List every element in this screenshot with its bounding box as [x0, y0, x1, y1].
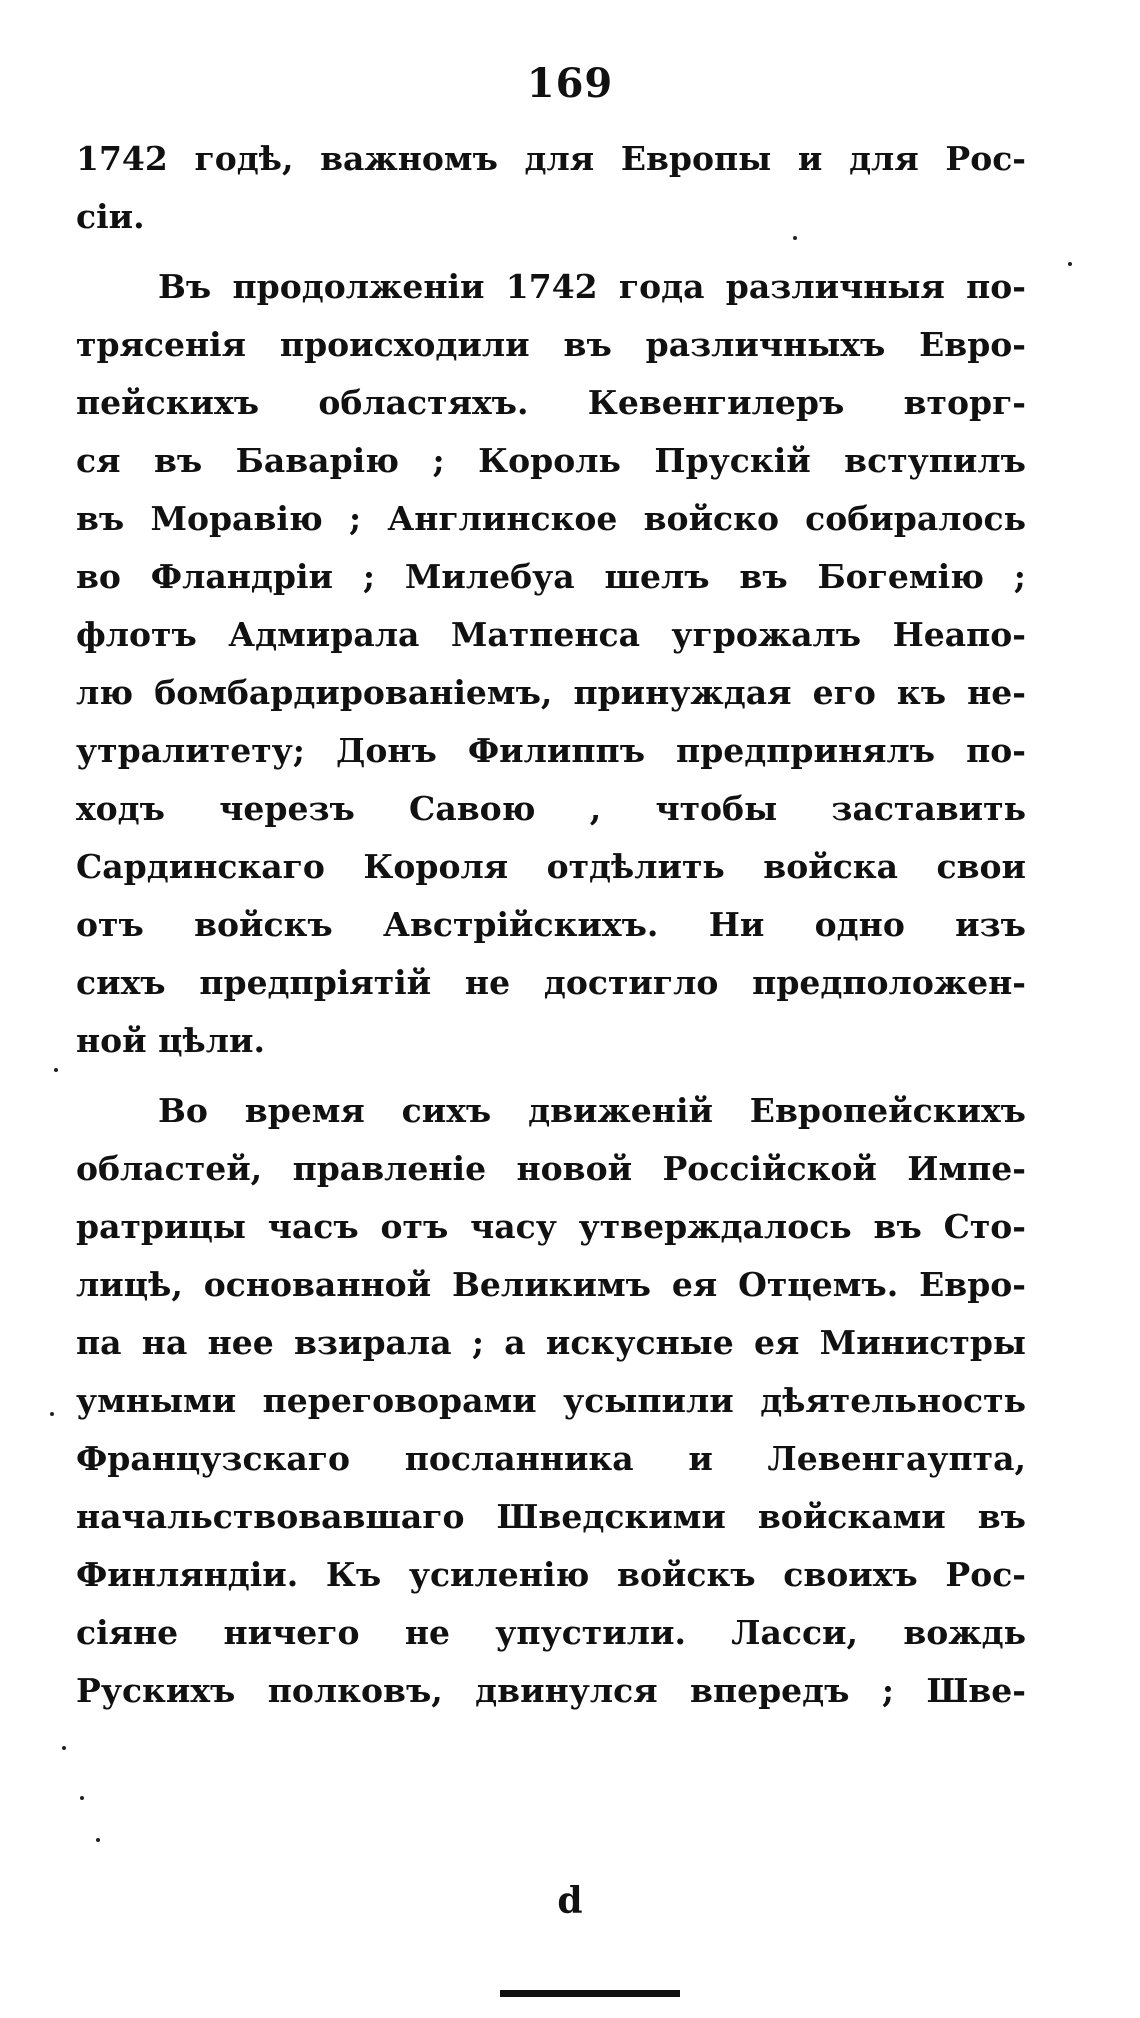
ink-speck — [54, 1068, 58, 1072]
text-line: сіяне ничего не упустили. Ласси, вождь — [76, 1613, 1026, 1652]
text-line: ходъ черезъ Савою , чтобы заставить — [76, 789, 1026, 828]
text-line: утралитету; Донъ Филиппъ предпринялъ по- — [76, 731, 1026, 770]
text-line: сіи. — [76, 197, 145, 236]
ink-speck — [50, 1412, 54, 1416]
text-line: Французскаго посланника и Левенгаупта, — [76, 1439, 1026, 1478]
text-line: Рускихъ полковъ, двинулся впередъ ; Шве- — [76, 1671, 1026, 1710]
ink-speck — [96, 1838, 100, 1842]
paragraph-start-line: Во время сихъ движеній Европейскихъ — [158, 1091, 1026, 1130]
ink-speck — [80, 1796, 84, 1800]
text-line: отъ войскъ Австрійскихъ. Ни одно изъ — [76, 905, 1026, 944]
text-line: областей, правленіе новой Россійской Импе- — [76, 1149, 1026, 1188]
page-number: 169 — [526, 60, 614, 107]
ink-speck — [793, 236, 797, 240]
signature-mark: d — [557, 1880, 583, 1922]
body-text — [76, 130, 1026, 1720]
text-line: Финляндіи. Къ усиленію войскъ своихъ Рос- — [76, 1555, 1026, 1594]
text-line: сихъ предпріятій не достигло предположен- — [76, 963, 1026, 1002]
text-line: начальствовавшаго Шведскими войсками въ — [76, 1497, 1026, 1536]
text-line: трясенія происходили въ различныхъ Евро- — [76, 325, 1026, 364]
ink-speck — [62, 1746, 66, 1750]
text-line: Сардинскаго Короля отдѣлить войска свои — [76, 847, 1026, 886]
ink-speck — [1068, 262, 1072, 266]
text-line: ся въ Баварію ; Король Пруcкій вступилъ — [76, 441, 1026, 480]
bottom-rule — [500, 1990, 680, 1997]
text-line: пейскихъ областяхъ. Кевенгилеръ вторг- — [76, 383, 1026, 422]
text-line: ратрицы часъ отъ часу утверждалось въ Сто- — [76, 1207, 1026, 1246]
paragraph-start-line: Въ продолженіи 1742 года различныя по- — [158, 267, 1026, 306]
text-line: въ Моравію ; Англинское войско собиралось — [76, 499, 1026, 538]
text-line: лю бомбардированіемъ, принуждая его къ не- — [76, 673, 1026, 712]
text-line: ной цѣли. — [76, 1021, 265, 1060]
text-line: умными переговорами усыпили дѣятельность — [76, 1381, 1026, 1420]
text-line: во Фландріи ; Милебуа шелъ въ Богемію ; — [76, 557, 1026, 596]
text-line: флотъ Адмирала Матпенса угрожалъ Неапо- — [76, 615, 1026, 654]
text-line: 1742 годѣ, важномъ для Европы и для Рос- — [76, 139, 1026, 178]
text-line: лицѣ, основанной Великимъ ея Отцемъ. Евро- — [76, 1265, 1026, 1304]
text-line: па на нее взирала ; а искусные ея Министры — [76, 1323, 1026, 1362]
